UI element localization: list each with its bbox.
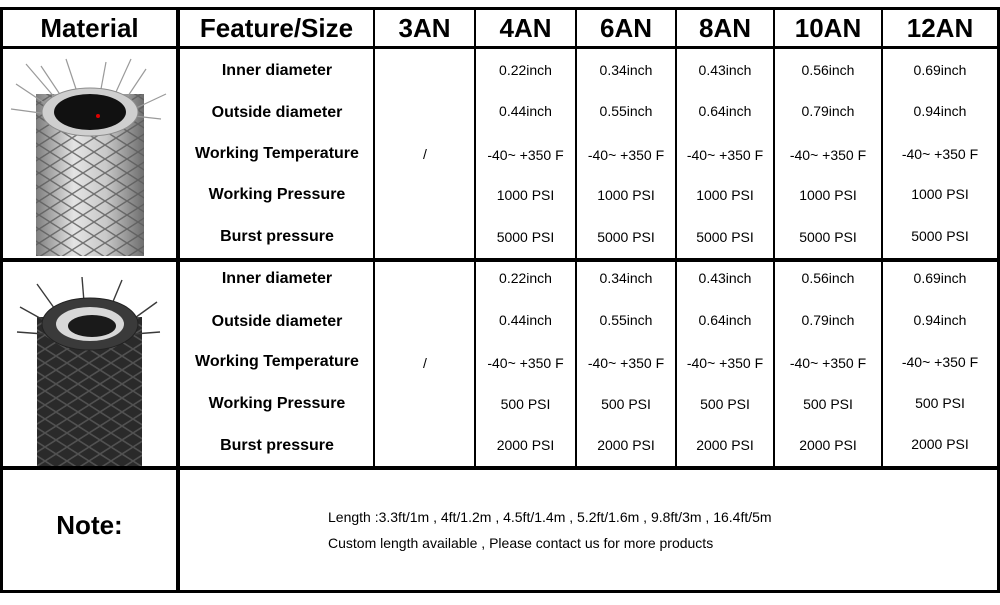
table-cell: -40~ +350 F	[686, 147, 764, 163]
table-cell: 1000 PSI	[696, 187, 754, 203]
table-cell: -40~ +350 F	[789, 355, 867, 371]
feature-label: Working Pressure	[208, 186, 346, 203]
table-cell: 0.44inch	[499, 312, 552, 328]
left-border	[0, 7, 3, 593]
3an-not-available: /	[423, 146, 427, 162]
table-cell: 0.55inch	[599, 103, 653, 119]
table-cell: 0.64inch	[698, 312, 752, 328]
header-size-12an: 12AN	[906, 12, 974, 43]
feature-label: Working Temperature	[195, 145, 359, 162]
table-cell: 0.94inch	[913, 312, 967, 328]
table-cell: 0.44inch	[499, 103, 552, 119]
table-cell: 2000 PSI	[696, 437, 754, 453]
table-cell: 0.64inch	[698, 103, 752, 119]
table-cell: 500 PSI	[500, 396, 551, 412]
table-cell: 5000 PSI	[696, 229, 754, 245]
table-cell: 1000 PSI	[911, 186, 969, 202]
table-cell: 0.43inch	[698, 270, 752, 286]
table-cell: 500 PSI	[601, 396, 651, 412]
table-cell: 0.34inch	[599, 270, 653, 286]
feature-label: Inner diameter	[221, 62, 333, 79]
stainless-hose-image	[6, 54, 174, 256]
table-cell: 0.34inch	[599, 62, 653, 78]
header-size-8an: 8AN	[698, 12, 751, 43]
header-size-6an: 6AN	[599, 12, 652, 43]
header-size-10an: 10AN	[794, 12, 862, 43]
table-cell: 0.43inch	[698, 62, 752, 78]
table-cell: 500 PSI	[803, 396, 853, 412]
material-col-border	[176, 7, 180, 593]
table-cell: -40~ +350 F	[901, 354, 979, 370]
feature-col-border	[373, 7, 375, 468]
table-cell: 2000 PSI	[597, 437, 655, 453]
table-cell: 1000 PSI	[496, 187, 555, 203]
table-cell: 5000 PSI	[799, 229, 857, 245]
table-cell: 5000 PSI	[911, 228, 969, 244]
note-length-options: Length :3.3ft/1m , 4ft/1.2m , 4.5ft/1.4m , 5.2ft/1.6m , 9.8ft/3m , 16.4ft/5m	[328, 509, 772, 525]
3an-not-available: /	[423, 355, 427, 371]
group-divider	[0, 258, 1000, 262]
table-cell: 0.69inch	[913, 270, 967, 286]
table-cell: 0.22inch	[499, 62, 552, 78]
table-cell: 0.56inch	[801, 270, 855, 286]
header-size-4an: 4AN	[499, 12, 552, 43]
table-cell: 0.94inch	[913, 103, 967, 119]
note-top-border	[0, 466, 1000, 470]
table-cell: 500 PSI	[915, 395, 965, 411]
table-cell: 0.79inch	[801, 103, 855, 119]
table-cell: -40~ +350 F	[587, 147, 665, 163]
note-title: Note:	[56, 510, 123, 540]
table-cell: -40~ +350 F	[901, 146, 979, 162]
table-cell: -40~ +350 F	[587, 355, 665, 371]
table-cell: -40~ +350 F	[789, 147, 867, 163]
header-size-3an: 3AN	[398, 12, 451, 43]
feature-label: Burst pressure	[220, 228, 334, 245]
table-cell: 2000 PSI	[911, 436, 969, 452]
table-cell: 0.22inch	[499, 270, 552, 286]
table-cell: 0.55inch	[599, 312, 653, 328]
table-cell: 2000 PSI	[496, 437, 555, 453]
table-cell: -40~ +350 F	[487, 147, 564, 163]
table-cell: -40~ +350 F	[487, 355, 564, 371]
table-cell: 500 PSI	[700, 396, 750, 412]
header-feature-size: Feature/Size	[199, 12, 354, 43]
note-custom-length: Custom length available , Please contact us for more products	[328, 535, 714, 551]
table-bottom-border	[0, 590, 1000, 593]
nylon-hose-image	[12, 272, 167, 466]
header-material: Material	[40, 12, 139, 43]
table-cell: 0.56inch	[801, 62, 855, 78]
table-cell: 5000 PSI	[496, 229, 555, 245]
table-cell: 0.79inch	[801, 312, 855, 328]
table-cell: 2000 PSI	[799, 437, 857, 453]
table-cell: 1000 PSI	[799, 187, 857, 203]
feature-label: Inner diameter	[221, 270, 333, 287]
table-cell: 5000 PSI	[597, 229, 655, 245]
feature-label: Working Pressure	[208, 395, 346, 412]
table-cell: -40~ +350 F	[686, 355, 764, 371]
table-cell: 0.69inch	[913, 62, 967, 78]
feature-label: Outside diameter	[211, 104, 343, 121]
table-cell: 1000 PSI	[597, 187, 655, 203]
feature-label: Outside diameter	[211, 313, 343, 330]
feature-label: Working Temperature	[195, 353, 359, 370]
feature-label: Burst pressure	[220, 437, 334, 454]
